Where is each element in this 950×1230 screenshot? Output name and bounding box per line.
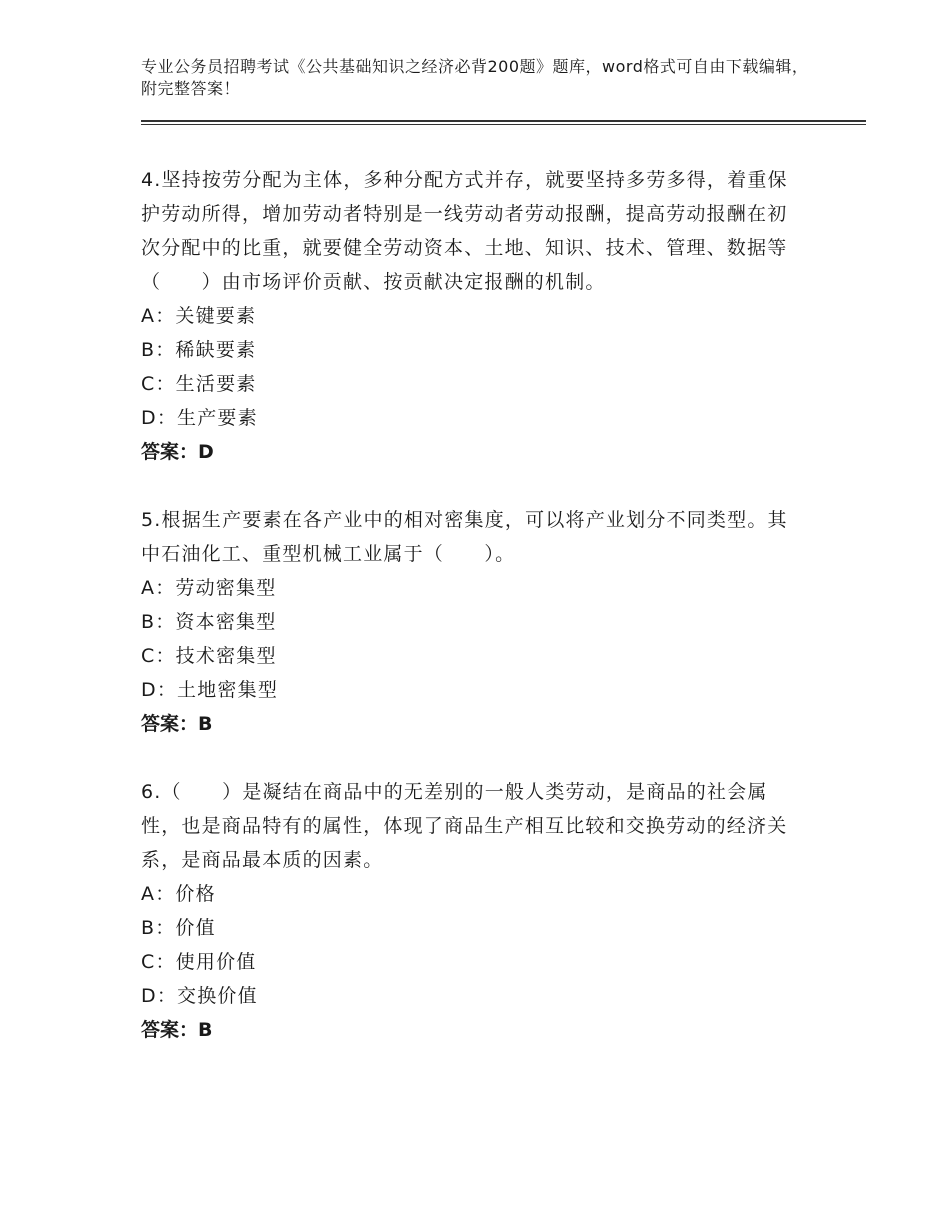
- question-stem: 6.（ ）是凝结在商品中的无差别的一般人类劳动，是商品的社会属性，也是商品特有的属性，体现了商品生产相互比较和交换劳动的经济关系，是商品最本质的因素。: [141, 781, 788, 871]
- option-d: D：生产要素: [141, 407, 258, 429]
- option-b: B：资本密集型: [141, 611, 277, 633]
- option-a: A：价格: [141, 883, 216, 905]
- answer-line: 答案：D: [141, 441, 214, 463]
- option-a: A：关键要素: [141, 305, 257, 327]
- question-5: [141, 503, 806, 741]
- document-header: 专业公务员招聘考试《公共基础知识之经济必背200题》题库，word格式可自由下载编辑，附完整答案！: [141, 57, 809, 98]
- option-b: B：价值: [141, 917, 216, 939]
- question-list: [141, 163, 806, 1081]
- option-list: [141, 877, 806, 1013]
- answer-line: 答案：B: [141, 1019, 213, 1041]
- question-4: [141, 163, 806, 469]
- question-stem: 4.坚持按劳分配为主体，多种分配方式并存，就要坚持多劳多得，着重保护劳动所得，增加劳动者特别是一线劳动者劳动报酬，提高劳动报酬在初次分配中的比重，就要健全劳动资本、土地、知识、技术、管理、数据等（ ）由市场评价贡献、按贡献决定报酬的机制。: [141, 169, 788, 293]
- option-c: C：技术密集型: [141, 645, 277, 667]
- answer-line: 答案：B: [141, 713, 213, 735]
- header-divider: [141, 120, 866, 122]
- option-d: D：土地密集型: [141, 679, 279, 701]
- question-stem: 5.根据生产要素在各产业中的相对密集度，可以将产业划分不同类型。其中石油化工、重型机械工业属于（ ）。: [141, 509, 788, 565]
- option-list: [141, 571, 806, 707]
- option-c: C：使用价值: [141, 951, 257, 973]
- option-a: A：劳动密集型: [141, 577, 277, 599]
- option-d: D：交换价值: [141, 985, 258, 1007]
- question-6: [141, 775, 806, 1047]
- option-c: C：生活要素: [141, 373, 257, 395]
- option-b: B：稀缺要素: [141, 339, 257, 361]
- option-list: [141, 299, 806, 435]
